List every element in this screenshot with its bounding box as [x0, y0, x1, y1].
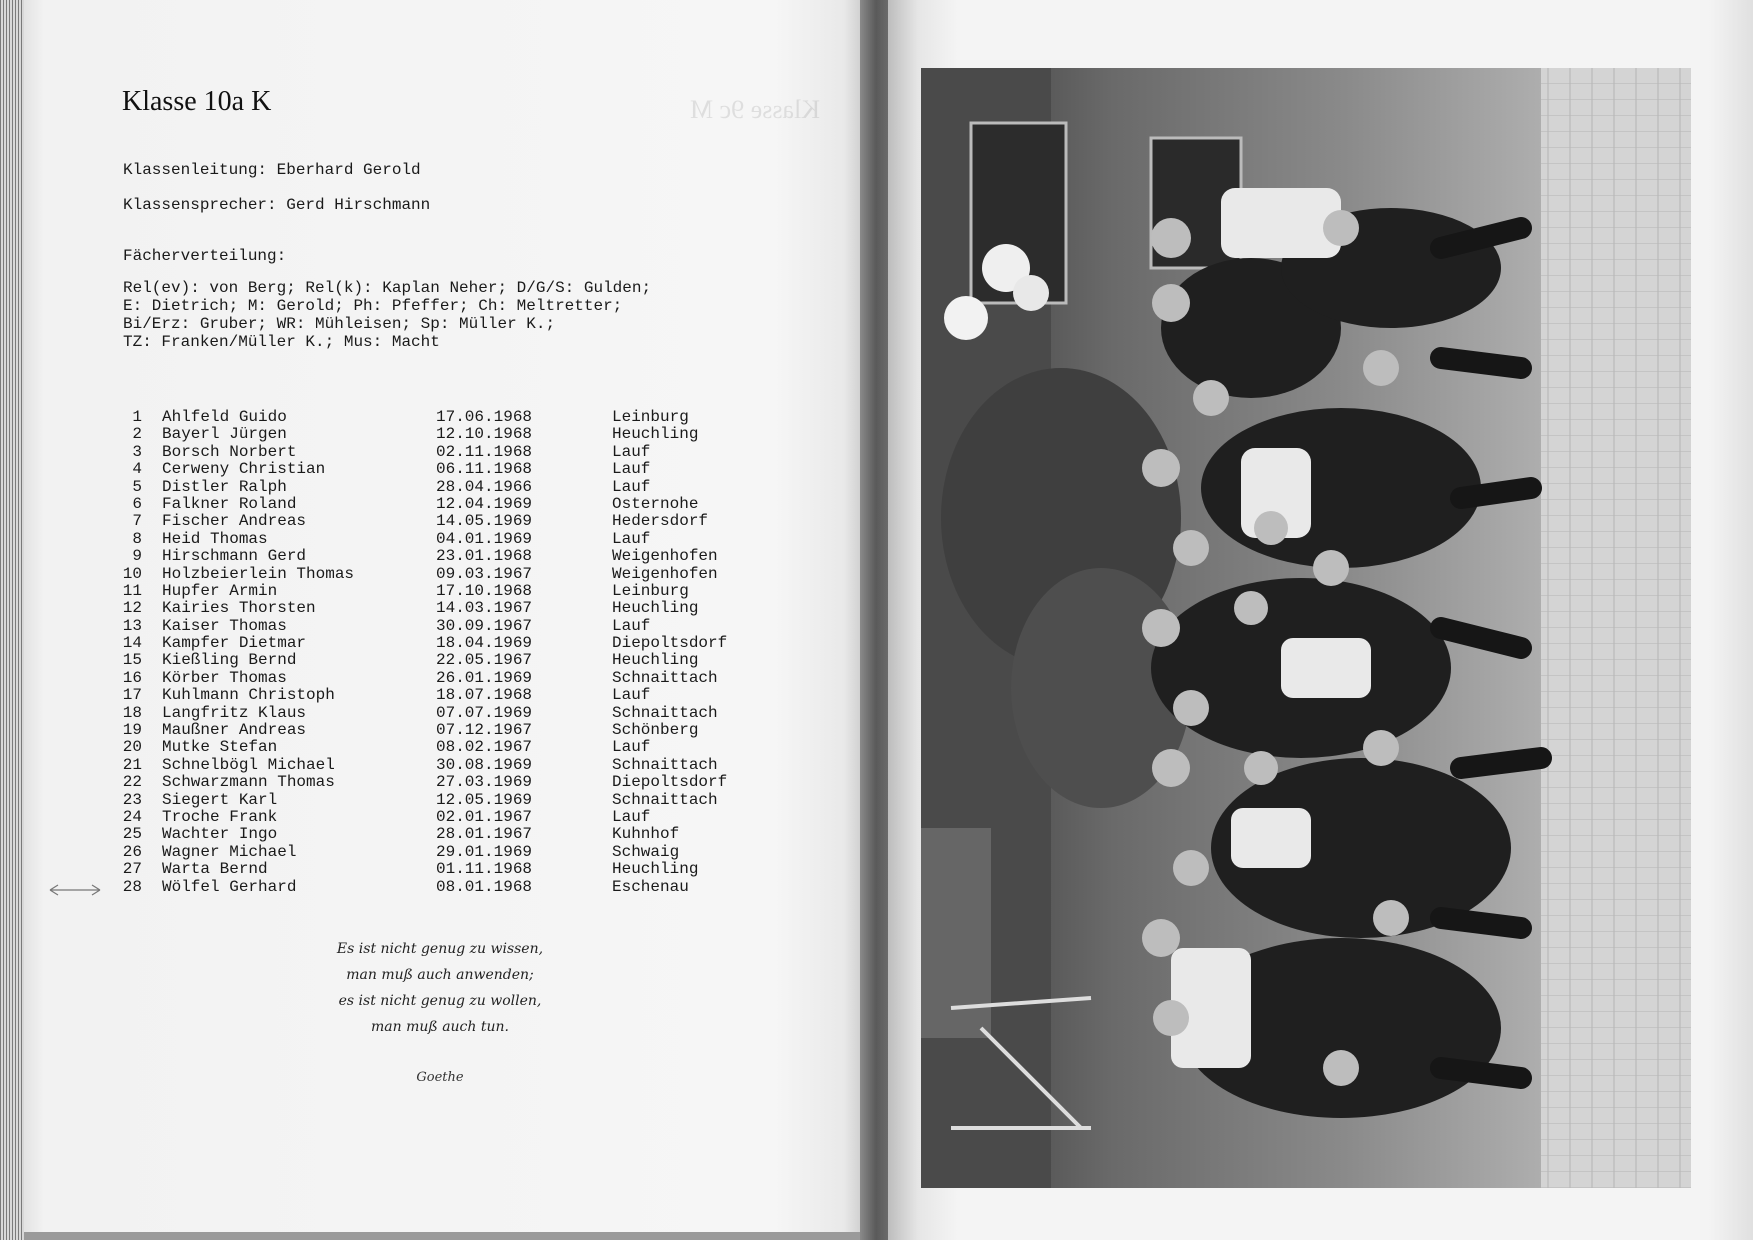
student-number: 22 — [122, 773, 142, 792]
student-birthdate: 12.05.1969 — [436, 790, 533, 809]
student-birthdate: 23.01.1968 — [436, 547, 533, 566]
quote-line: Es ist nicht genug zu wissen, — [336, 941, 544, 957]
student-number: 3 — [132, 442, 142, 461]
student-name: Hupfer Armin — [162, 581, 278, 600]
photo-illustration — [921, 68, 1691, 1188]
student-name: Siegert Karl — [162, 790, 278, 809]
bleed-through-text: Klasse 9c M — [690, 95, 820, 124]
student-number: 1 — [132, 408, 142, 426]
student-birthdate: 14.05.1969 — [436, 512, 533, 531]
student-birthdate: 07.07.1969 — [436, 703, 533, 722]
student-name: Falkner Roland — [162, 494, 297, 513]
student-number: 18 — [122, 703, 142, 722]
subjects-line: Rel(ev): von Berg; Rel(k): Kaplan Neher; D/G/S: Gulden; — [123, 279, 652, 297]
student-name: Schwarzmann Thomas — [162, 773, 335, 792]
student-birthdate: 29.01.1969 — [436, 842, 533, 861]
student-hometown: Schnaittach — [612, 755, 718, 774]
student-hometown: Lauf — [612, 807, 651, 826]
student-number: 21 — [122, 755, 142, 774]
student-birthdate: 01.11.1968 — [436, 860, 533, 879]
student-number: 28 — [122, 877, 142, 896]
student-number: 27 — [122, 860, 142, 879]
student-name: Wachter Ingo — [162, 825, 278, 844]
student-birthdate: 28.04.1966 — [436, 477, 533, 496]
student-hometown: Schwaig — [612, 842, 680, 861]
student-hometown: Heuchling — [612, 651, 699, 670]
student-birthdate: 12.10.1968 — [436, 425, 533, 444]
student-name: Kaiser Thomas — [162, 616, 287, 635]
student-name: Körber Thomas — [162, 668, 287, 687]
student-hometown: Weigenhofen — [612, 547, 718, 566]
quote-line: man muß auch anwenden; — [346, 967, 534, 983]
student-name: Wagner Michael — [162, 842, 297, 861]
page-title: Klasse 10a K — [122, 86, 272, 117]
student-number: 15 — [122, 651, 142, 670]
student-birthdate: 30.09.1967 — [436, 616, 533, 635]
student-birthdate: 30.08.1969 — [436, 755, 533, 774]
student-number: 20 — [122, 738, 142, 757]
student-birthdate: 04.01.1969 — [436, 529, 533, 548]
student-number: 10 — [122, 564, 142, 583]
student-hometown: Diepoltsdorf — [612, 634, 728, 653]
student-name: Ahlfeld Guido — [162, 408, 287, 426]
student-hometown: Schnaittach — [612, 703, 718, 722]
subjects-line: Bi/Erz: Gruber; WR: Mühleisen; Sp: Müller K.; — [123, 315, 556, 333]
student-birthdate: 02.01.1967 — [436, 807, 533, 826]
student-birthdate: 12.04.1969 — [436, 494, 533, 513]
student-name: Distler Ralph — [162, 477, 287, 496]
subjects-heading: Fächerverteilung: — [123, 247, 287, 265]
student-birthdate: 22.05.1967 — [436, 651, 533, 670]
student-name: Wölfel Gerhard — [162, 877, 297, 896]
student-birthdate: 14.03.1967 — [436, 599, 533, 618]
student-birthdate: 09.03.1967 — [436, 564, 533, 583]
student-name: Kießling Bernd — [162, 651, 297, 670]
student-number: 16 — [122, 668, 142, 687]
student-birthdate: 27.03.1969 — [436, 773, 533, 792]
student-name: Kampfer Dietmar — [162, 634, 307, 653]
student-number: 5 — [132, 477, 142, 496]
student-number: 7 — [132, 512, 142, 531]
student-hometown: Heuchling — [612, 860, 699, 879]
student-number: 26 — [122, 842, 142, 861]
student-name: Heid Thomas — [162, 529, 268, 548]
student-number: 17 — [122, 686, 142, 705]
student-hometown: Lauf — [612, 442, 651, 461]
student-birthdate: 06.11.1968 — [436, 460, 533, 479]
student-number: 6 — [132, 494, 142, 513]
student-birthdate: 28.01.1967 — [436, 825, 533, 844]
student-hometown: Lauf — [612, 477, 651, 496]
student-number: 23 — [122, 790, 142, 809]
student-name: Maußner Andreas — [162, 721, 307, 740]
subjects-line: TZ: Franken/Müller K.; Mus: Macht — [123, 333, 440, 351]
student-number: 24 — [122, 807, 142, 826]
class-teacher: Klassenleitung: Eberhard Gerold — [123, 161, 421, 179]
quote-line: man muß auch tun. — [371, 1019, 509, 1035]
student-hometown: Lauf — [612, 738, 651, 757]
student-hometown: Heuchling — [612, 425, 699, 444]
student-hometown: Schönberg — [612, 721, 699, 740]
student-name: Kuhlmann Christoph — [162, 686, 335, 705]
class-speaker: Klassensprecher: Gerd Hirschmann — [123, 196, 431, 214]
student-name: Holzbeierlein Thomas — [162, 564, 355, 583]
student-hometown: Lauf — [612, 686, 651, 705]
student-birthdate: 08.01.1968 — [436, 877, 533, 896]
student-hometown: Lauf — [612, 529, 651, 548]
student-name: Borsch Norbert — [162, 442, 297, 461]
student-number: 25 — [122, 825, 142, 844]
student-hometown: Heuchling — [612, 599, 699, 618]
student-hometown: Osternohe — [612, 494, 699, 513]
student-name: Langfritz Klaus — [162, 703, 307, 722]
student-number: 14 — [122, 634, 142, 653]
quote-line: es ist nicht genug zu wollen, — [338, 993, 542, 1009]
class-group-photo — [921, 68, 1691, 1188]
student-name: Troche Frank — [162, 807, 278, 826]
student-hometown: Lauf — [612, 460, 651, 479]
student-hometown: Schnaittach — [612, 668, 718, 687]
student-number: 2 — [132, 425, 142, 444]
student-hometown: Diepoltsdorf — [612, 773, 728, 792]
student-birthdate: 17.06.1968 — [436, 408, 533, 426]
quote — [250, 936, 630, 1040]
student-hometown: Leinburg — [612, 581, 689, 600]
student-hometown: Leinburg — [612, 408, 689, 426]
student-birthdate: 08.02.1967 — [436, 738, 533, 757]
student-birthdate: 18.07.1968 — [436, 686, 533, 705]
student-number: 4 — [132, 460, 142, 479]
student-number: 19 — [122, 721, 142, 740]
student-hometown: Hedersdorf — [612, 512, 709, 531]
student-name: Hirschmann Gerd — [162, 547, 307, 566]
student-hometown: Lauf — [612, 616, 651, 635]
student-birthdate: 18.04.1969 — [436, 634, 533, 653]
student-number: 11 — [122, 581, 142, 600]
student-name: Cerweny Christian — [162, 460, 326, 479]
student-name: Warta Bernd — [162, 860, 268, 879]
student-birthdate: 07.12.1967 — [436, 721, 533, 740]
student-hometown: Weigenhofen — [612, 564, 718, 583]
student-hometown: Schnaittach — [612, 790, 718, 809]
subjects-list — [123, 279, 651, 351]
student-birthdate: 02.11.1968 — [436, 442, 533, 461]
student-number: 9 — [132, 547, 142, 566]
student-name: Fischer Andreas — [162, 512, 307, 531]
student-name: Schnelbögl Michael — [162, 755, 335, 774]
student-number: 13 — [122, 616, 142, 635]
student-number: 8 — [132, 529, 142, 548]
student-hometown: Kuhnhof — [612, 825, 680, 844]
subjects-line: E: Dietrich; M: Gerold; Ph: Pfeffer; Ch: Meltretter; — [123, 297, 623, 315]
student-number: 12 — [122, 599, 142, 618]
student-birthdate: 17.10.1968 — [436, 581, 533, 600]
student-name: Kairies Thorsten — [162, 599, 316, 618]
student-birthdate: 26.01.1969 — [436, 668, 533, 687]
handwritten-arrow-icon — [48, 883, 102, 897]
student-name: Bayerl Jürgen — [162, 425, 287, 444]
page-edges — [0, 0, 24, 1240]
quote-author: Goethe — [416, 1070, 464, 1085]
student-name: Mutke Stefan — [162, 738, 278, 757]
student-hometown: Eschenau — [612, 877, 689, 896]
